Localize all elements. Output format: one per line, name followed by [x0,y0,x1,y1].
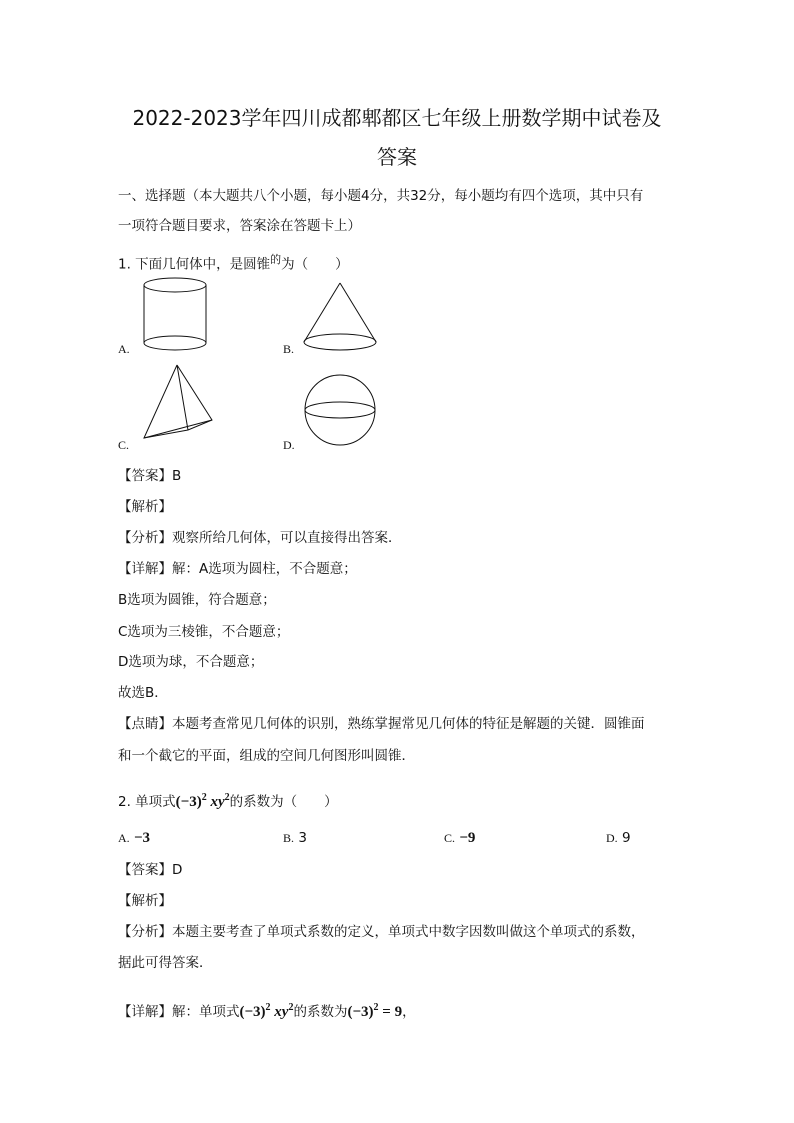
option-value: 3 [298,830,307,846]
expr-exp: 2 [265,1002,271,1013]
expr-base: (−3) [239,1004,266,1020]
option-label: C. [444,831,456,845]
expr-var-exp: 2 [224,792,230,803]
q1-dianjing: 【点睛】本题考查常见几何体的识别，熟练掌握常见几何体的特征是解题的关键．圆锥面 [118,716,645,732]
q1-stem-text: 1. 下面几何体中，是圆锥 [118,256,271,273]
q1-stem-text-b: 为（ ） [281,256,349,273]
q2-fenxi-cont: 据此可得答案． [118,955,213,971]
q2-option-d [606,828,631,848]
option-value: −9 [459,830,476,846]
expr-exp: 2 [201,792,207,803]
cone-figure [300,280,380,355]
q2-option-b [283,828,307,848]
q2-option-a [118,828,150,848]
q2-option-c [444,828,475,848]
detail-result-expression [347,1004,402,1020]
expr-base: (−3) [175,794,202,810]
q1-answer: 【答案】B [118,468,182,484]
section-heading-cont: 一项符合题目要求，答案涂在答题卡上） [118,218,361,234]
q1-option-a-label: A. [118,342,130,356]
expr-base: (−3) [347,1004,374,1020]
q2-analysis-head: 【解析】 [118,893,172,909]
q2-expression [176,794,230,810]
q1-detail-line: C选项为三棱锥，不合题意； [118,624,290,640]
detail-end: ， [402,1004,416,1020]
doc-title-cont: 答案 [377,145,417,169]
option-label: A. [118,831,130,845]
cylinder-figure [140,275,210,355]
detail-expression [240,1004,294,1020]
q1-detail-line: 故选B． [118,685,168,701]
q2-stem-text: 2. 单项式 [118,794,176,810]
q2-fenxi: 【分析】本题主要考查了单项式系数的定义，单项式中数字因数叫做这个单项式的系数， [118,924,645,940]
detail-text-b: 的系数为 [293,1004,348,1020]
expr-var-exp: 2 [288,1002,294,1013]
pyramid-figure [140,362,220,444]
option-label: D. [606,831,618,845]
expr-var: xy [274,1004,289,1020]
section-heading: 一、选择题（本大题共八个小题，每小题4分，共32分，每小题均有四个选项，其中只有 [118,188,644,204]
sphere-figure [302,372,378,448]
expr-exp: 2 [373,1002,379,1013]
q2-detail [118,998,416,1022]
q1-stem [118,250,349,275]
q2-answer: 【答案】D [118,862,183,878]
q2-stem [118,788,338,812]
q1-detail-line: D选项为球，不合题意； [118,654,264,670]
q1-fenxi: 【分析】观察所给几何体，可以直接得出答案． [118,530,402,546]
q1-option-b-label: B. [283,342,295,356]
doc-title: 2022-2023学年四川成都郫都区七年级上册数学期中试卷及 [132,106,662,130]
q1-stem-sup: 的 [270,253,282,266]
option-value: −3 [133,830,151,846]
q1-detail-line: B选项为圆锥，符合题意； [118,592,276,608]
expr-result: = 9 [382,1004,403,1020]
q2-stem-text-b: 的系数为（ ） [229,794,338,810]
option-label: B. [283,831,295,845]
option-value: 9 [621,830,631,846]
detail-text: 【详解】解：单项式 [118,1004,240,1020]
q1-dianjing-cont: 和一个截它的平面，组成的空间几何图形叫圆锥． [118,748,415,764]
expr-var: xy [210,794,225,810]
q1-option-d-label: D. [283,438,295,452]
q1-detail-line: 【详解】解：A选项为圆柱，不合题意； [118,561,357,577]
q1-analysis-head: 【解析】 [118,499,172,515]
q1-option-c-label: C. [118,438,130,452]
